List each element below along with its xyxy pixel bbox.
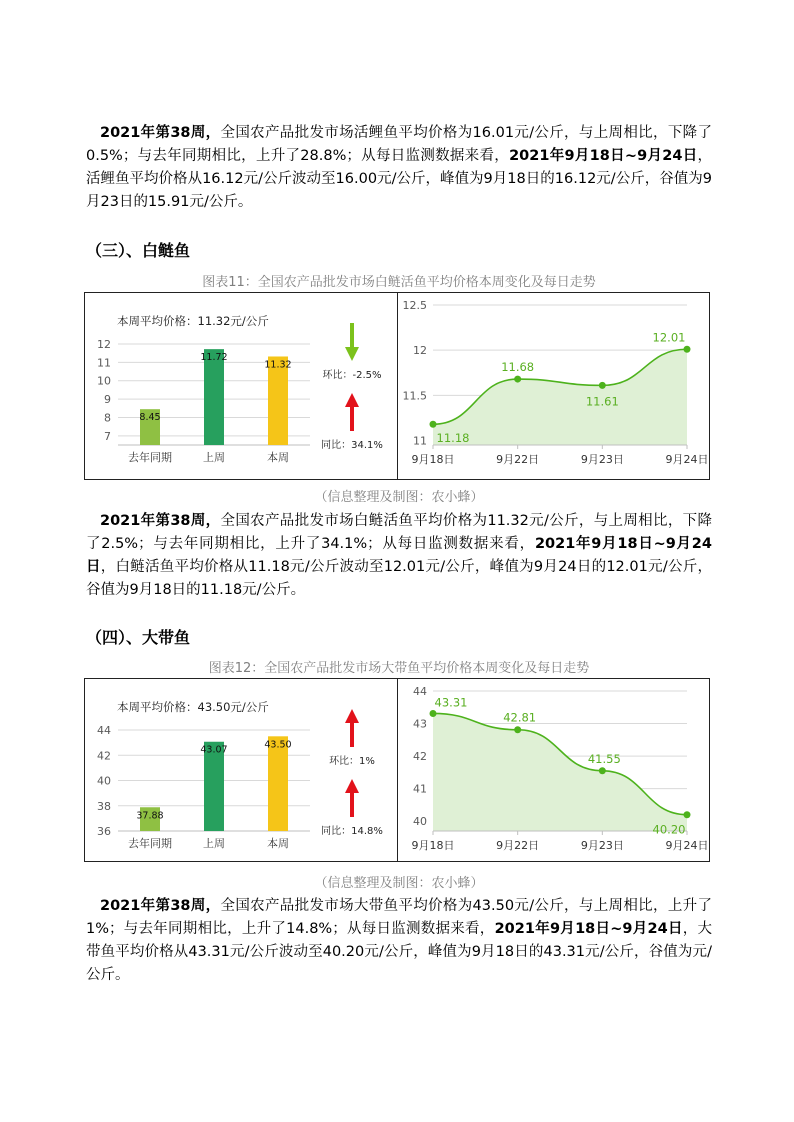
y-tick-label: 38 bbox=[97, 799, 111, 813]
para-text: 全国农产品批发市场活鲤鱼平均价格为16.01元/公斤，与上周相比，下降了0.5%；与去年同期相比，上升了28.8%；从每日监测数据来看， bbox=[86, 125, 712, 164]
bar-value-label: 11.72 bbox=[200, 352, 228, 364]
data-point bbox=[599, 767, 606, 774]
data-point bbox=[514, 726, 521, 733]
arrow-down-icon bbox=[345, 323, 359, 361]
series-area bbox=[433, 710, 687, 831]
bar-value-label: 8.45 bbox=[139, 412, 161, 424]
x-tick-label: 9月23日 bbox=[580, 453, 624, 466]
bar-panel-hairtail bbox=[85, 679, 398, 861]
data-point bbox=[684, 811, 691, 818]
y-tick-label: 8 bbox=[104, 411, 111, 425]
para-text: ，大带鱼平均价格从43.31元/公斤波动至40.20元/公斤，峰值为9月18日的43.31元/公斤，谷值为元/公斤。 bbox=[86, 921, 712, 983]
data-label: 11.61 bbox=[585, 394, 619, 409]
data-label: 40.20 bbox=[652, 822, 686, 837]
bar-chart-hairtail bbox=[85, 679, 397, 861]
y-tick-label: 12.5 bbox=[402, 299, 427, 312]
data-label: 41.55 bbox=[587, 751, 621, 766]
x-tick-label: 上周 bbox=[203, 451, 225, 464]
y-tick-label: 10 bbox=[97, 374, 111, 388]
bar-value-label: 37.88 bbox=[136, 810, 164, 822]
para-bold-week: 2021年第38周， bbox=[100, 513, 221, 529]
line-panel-hairtail bbox=[397, 679, 709, 861]
bar-value-label: 43.50 bbox=[264, 739, 292, 751]
figure-credit-11: （信息整理及制图：农小蜂） bbox=[314, 490, 484, 505]
x-tick-label: 去年同期 bbox=[128, 837, 172, 850]
indicator-label: 环比：-2.5% bbox=[322, 370, 382, 381]
x-tick-label: 本周 bbox=[267, 837, 289, 850]
data-point bbox=[684, 346, 691, 353]
bar-chart-title: 本周平均价格：11.32元/公斤 bbox=[117, 314, 269, 328]
x-tick-label: 本周 bbox=[267, 451, 289, 464]
bar-value-label: 11.32 bbox=[264, 359, 292, 371]
data-point bbox=[599, 382, 606, 389]
section-heading-hairtail: （四）、大带鱼 bbox=[86, 628, 191, 647]
x-tick-label: 9月24日 bbox=[665, 839, 709, 852]
y-tick-label: 41 bbox=[413, 782, 427, 796]
x-tick-label: 9月23日 bbox=[580, 839, 624, 852]
y-tick-label: 11 bbox=[413, 434, 427, 448]
y-tick-label: 7 bbox=[104, 429, 111, 443]
indicator-label: 同比：34.1% bbox=[321, 440, 383, 451]
line-chart-silver-carp bbox=[397, 293, 709, 479]
figure-caption-11: 图表11：全国农产品批发市场白鲢活鱼平均价格本周变化及每日走势 bbox=[202, 275, 596, 290]
line-panel-silver-carp bbox=[397, 293, 709, 479]
para-bold-dates: 2021年9月18日~9月24日 bbox=[86, 536, 712, 575]
paragraph-hairtail bbox=[86, 895, 712, 987]
indicator-label: 环比：1% bbox=[329, 756, 375, 767]
figure-credit-12: （信息整理及制图：农小蜂） bbox=[314, 876, 484, 891]
y-tick-label: 12 bbox=[413, 344, 427, 358]
data-point bbox=[514, 376, 521, 383]
x-tick-label: 去年同期 bbox=[128, 451, 172, 464]
y-tick-label: 36 bbox=[97, 825, 111, 838]
x-tick-label: 9月18日 bbox=[411, 839, 455, 852]
bar-value-label: 43.07 bbox=[200, 744, 228, 756]
y-tick-label: 12 bbox=[97, 338, 111, 351]
para-text: ，白鲢活鱼平均价格从11.18元/公斤波动至12.01元/公斤，峰值为9月24日的12.01元/公斤，谷值为9月18日的11.18元/公斤。 bbox=[86, 559, 712, 598]
y-tick-label: 44 bbox=[97, 724, 111, 737]
para-text: ，活鲤鱼平均价格从16.12元/公斤波动至16.00元/公斤，峰值为9月18日的16.12元/公斤，谷值为9月23日的15.91元/公斤。 bbox=[86, 148, 712, 210]
x-tick-label: 上周 bbox=[203, 837, 225, 850]
bar-panel-silver-carp bbox=[85, 293, 398, 479]
x-tick-label: 9月22日 bbox=[496, 453, 540, 466]
y-tick-label: 40 bbox=[97, 774, 111, 788]
bar bbox=[204, 349, 224, 445]
arrow-up-icon bbox=[345, 393, 359, 431]
y-tick-label: 42 bbox=[413, 750, 427, 764]
y-tick-label: 11.5 bbox=[402, 389, 427, 403]
y-tick-label: 43 bbox=[413, 717, 427, 731]
data-point bbox=[430, 710, 437, 717]
y-tick-label: 9 bbox=[104, 393, 111, 407]
para-bold-dates: 2021年9月18日~9月24日 bbox=[494, 921, 683, 937]
para-bold-week: 2021年第38周， bbox=[100, 898, 221, 914]
data-label: 42.81 bbox=[503, 710, 537, 725]
section-heading-silver-carp: （三）、白鲢鱼 bbox=[86, 241, 191, 260]
figure-11 bbox=[84, 292, 710, 480]
y-tick-label: 40 bbox=[413, 815, 427, 829]
arrow-up-icon bbox=[345, 709, 359, 747]
para-bold-week: 2021年第38周， bbox=[100, 125, 221, 141]
bar bbox=[268, 736, 288, 831]
bar-chart-title: 本周平均价格：43.50元/公斤 bbox=[117, 700, 269, 714]
indicator-label: 同比：14.8% bbox=[321, 826, 383, 837]
x-tick-label: 9月22日 bbox=[496, 839, 540, 852]
para-text: 全国农产品批发市场大带鱼平均价格为43.50元/公斤，与上周相比，上升了1%；与去年同期相比，上升了14.8%；从每日监测数据来看， bbox=[86, 898, 712, 937]
figure-12 bbox=[84, 678, 710, 862]
data-point bbox=[430, 421, 437, 428]
paragraph-carp bbox=[86, 122, 712, 214]
y-tick-label: 44 bbox=[413, 685, 427, 698]
y-tick-label: 42 bbox=[97, 749, 111, 763]
data-label: 11.18 bbox=[436, 431, 470, 446]
paragraph-silver-carp bbox=[86, 510, 712, 602]
data-label: 12.01 bbox=[652, 330, 686, 345]
y-tick-label: 11 bbox=[97, 356, 111, 370]
arrow-up-icon bbox=[345, 779, 359, 817]
data-label: 11.68 bbox=[501, 360, 535, 375]
para-bold-dates: 2021年9月18日~9月24日 bbox=[509, 148, 698, 164]
x-tick-label: 9月24日 bbox=[665, 453, 709, 466]
data-label: 43.31 bbox=[434, 695, 468, 710]
line-chart-hairtail bbox=[397, 679, 709, 861]
para-text: 全国农产品批发市场白鲢活鱼平均价格为11.32元/公斤，与上周相比，下降了2.5%；与去年同期相比，上升了34.1%；从每日监测数据来看， bbox=[86, 513, 712, 552]
bar-chart-silver-carp bbox=[85, 293, 397, 479]
x-tick-label: 9月18日 bbox=[411, 453, 455, 466]
figure-caption-12: 图表12：全国农产品批发市场大带鱼平均价格本周变化及每日走势 bbox=[208, 661, 590, 676]
